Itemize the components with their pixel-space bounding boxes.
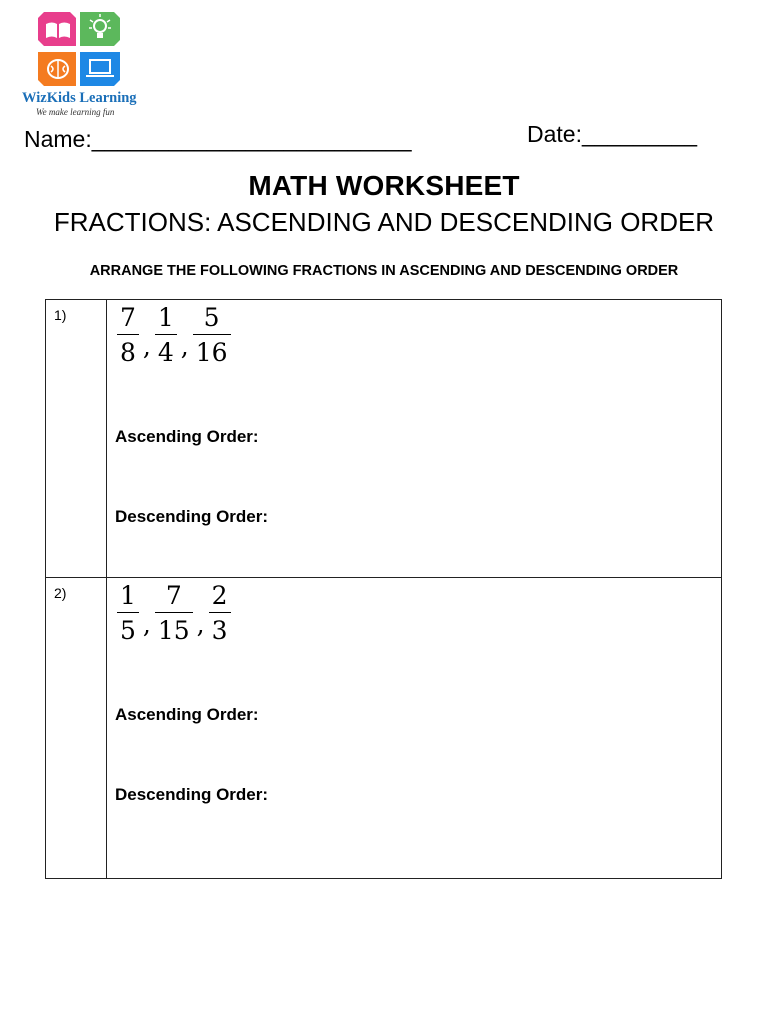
- numerator: 7: [120, 303, 136, 332]
- worksheet-title: MATH WORKSHEET: [248, 170, 520, 201]
- denominator: 3: [211, 616, 228, 645]
- brain-icon: [38, 52, 76, 86]
- instruction-text: ARRANGE THE FOLLOWING FRACTIONS IN ASCENDING AND DESCENDING ORDER: [89, 263, 679, 279]
- problem-row: [46, 300, 722, 578]
- logo-brand-text: WizKids Learning: [22, 90, 137, 106]
- wizkids-logo: [20, 8, 150, 120]
- problem-row: [46, 578, 722, 879]
- numerator: 1: [120, 581, 136, 610]
- problem-cell: [107, 300, 722, 578]
- fraction: [115, 302, 141, 371]
- logo-tagline: We make learning fun: [36, 107, 115, 117]
- fraction: [115, 580, 141, 649]
- problems-table: [45, 299, 722, 879]
- separator: ,: [142, 610, 151, 639]
- denominator: 5: [120, 616, 136, 645]
- fraction-list: [115, 580, 233, 649]
- descending-order-label: Descending Order:: [115, 785, 269, 804]
- problem-number: 2): [46, 578, 107, 879]
- fraction: [153, 302, 179, 371]
- separator: ,: [196, 610, 205, 639]
- worksheet-subtitle: FRACTIONS: ASCENDING AND DESCENDING ORDER: [53, 207, 715, 237]
- problem-number: 1): [46, 300, 107, 578]
- numerator: 5: [203, 303, 220, 332]
- denominator: 4: [157, 338, 174, 367]
- numerator: 7: [165, 581, 182, 610]
- book-icon: [38, 12, 76, 46]
- separator: ,: [142, 332, 151, 361]
- descending-order-label: Descending Order:: [115, 507, 269, 526]
- fraction: [191, 302, 233, 371]
- fraction: [153, 580, 195, 649]
- numerator: 2: [211, 581, 228, 610]
- fraction: [207, 580, 233, 649]
- denominator: 16: [195, 338, 228, 367]
- name-field-line: Name:_________________________: [24, 126, 412, 152]
- numerator: 1: [157, 303, 174, 332]
- laptop-icon: [80, 52, 120, 86]
- problem-cell: [107, 578, 722, 879]
- fraction-list: [115, 302, 233, 371]
- lightbulb-icon: [80, 12, 120, 46]
- ascending-order-label: Ascending Order:: [115, 427, 259, 446]
- date-field-line: Date:_________: [527, 121, 698, 147]
- separator: ,: [180, 332, 189, 361]
- ascending-order-label: Ascending Order:: [115, 705, 259, 724]
- denominator: 8: [120, 338, 136, 367]
- denominator: 15: [157, 616, 190, 645]
